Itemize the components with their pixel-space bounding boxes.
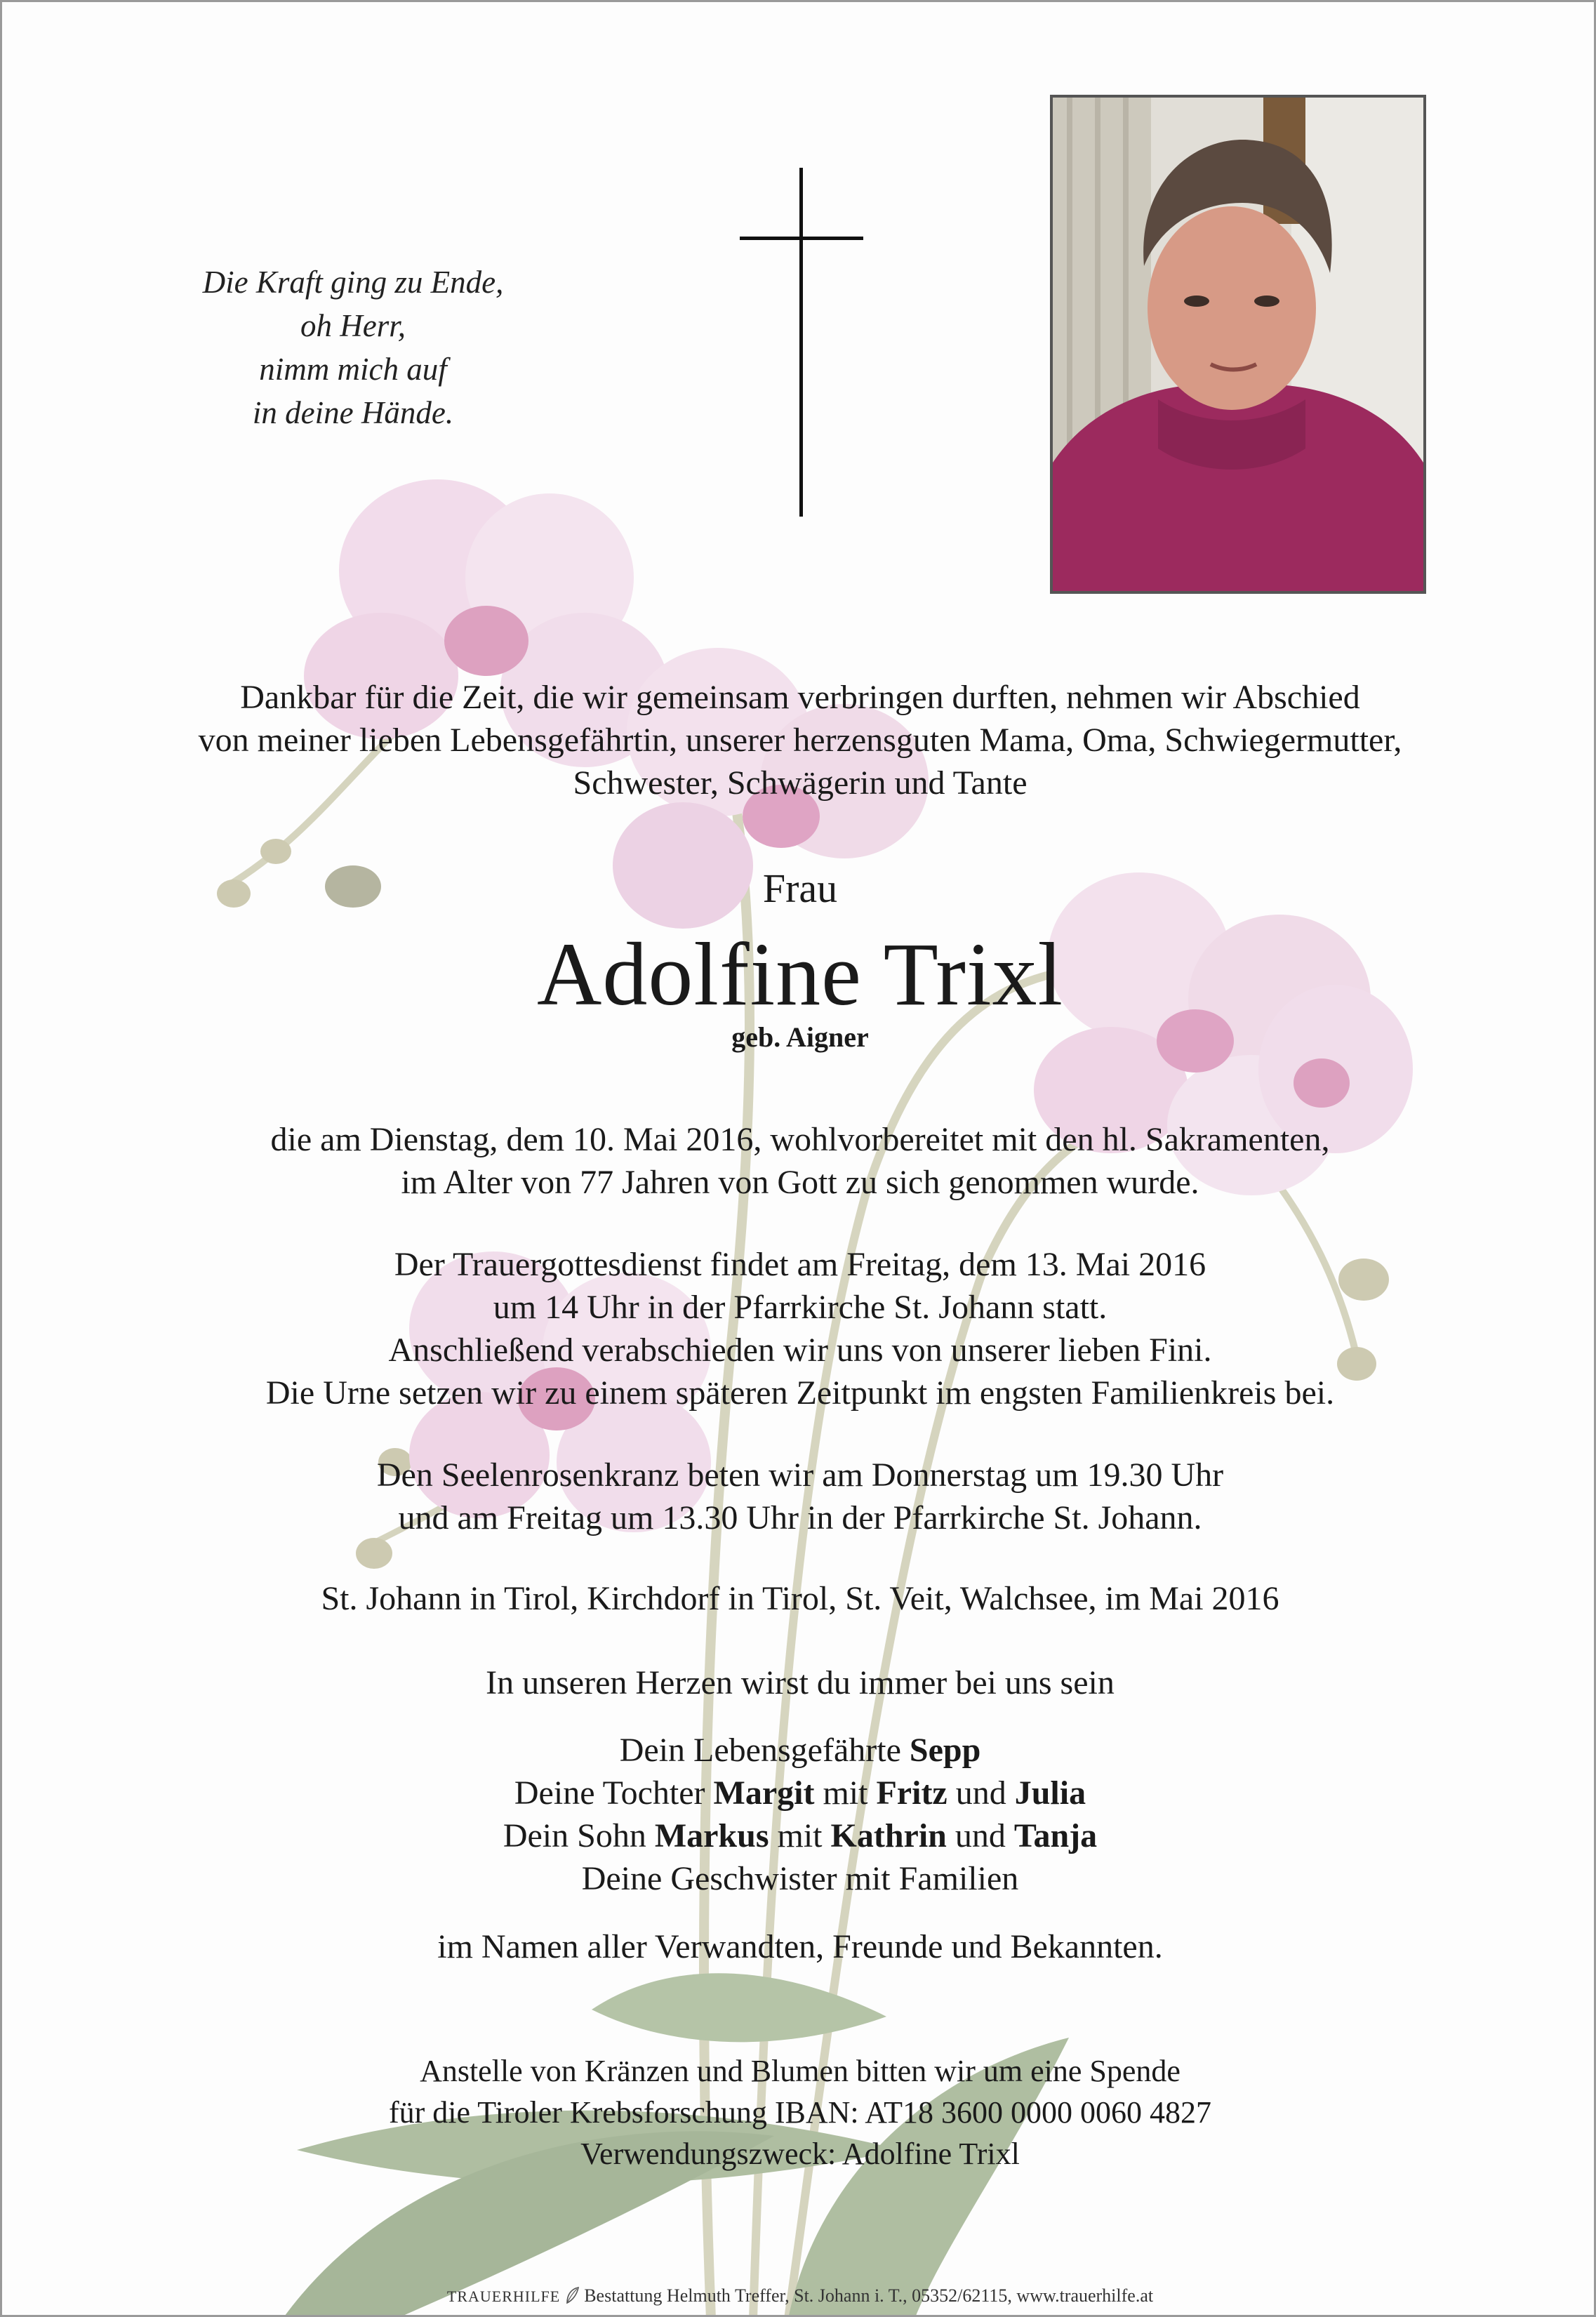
- service-line: Die Urne setzen wir zu einem späteren Zeitpunkt im engsten Familienkreis bei.: [265, 1374, 1335, 1412]
- daughter-child: Julia: [1014, 1774, 1086, 1812]
- donation-line: für die Tiroler Krebsforschung IBAN: AT18 3600 0000 0060 4827: [388, 2095, 1212, 2130]
- deceased-name: Adolfine Trixl: [536, 924, 1064, 1024]
- son-spouse: Kathrin: [830, 1817, 947, 1854]
- son-with: mit: [777, 1817, 823, 1854]
- service-info: [72, 1243, 1528, 1414]
- portrait-photo: [1050, 95, 1426, 594]
- daughter-prefix: Deine Tochter: [514, 1774, 705, 1812]
- footer-brand: TRAUERHILFE: [446, 2288, 561, 2305]
- intro-line: von meiner lieben Lebensgefährtin, unserer herzensguten Mama, Oma, Schwiegermutter,: [198, 722, 1402, 759]
- partner-prefix: Dein Lebensgefährte: [619, 1732, 901, 1769]
- intro-text: [72, 676, 1528, 804]
- quote-line: Die Kraft ging zu Ende,: [202, 265, 504, 300]
- footer: [72, 2285, 1528, 2307]
- birth-name: geb. Aigner: [731, 1021, 869, 1053]
- family-list: [72, 1729, 1528, 1900]
- son-prefix: Dein Sohn: [503, 1817, 646, 1854]
- donation-info: [72, 2050, 1528, 2175]
- rosary-line: und am Freitag um 13.30 Uhr in der Pfarrkirche St. Johann.: [398, 1499, 1202, 1536]
- place-date: St. Johann in Tirol, Kirchdorf in Tirol, St. Veit, Walchsee, im Mai 2016: [321, 1580, 1279, 1617]
- intro-line: Schwester, Schwägerin und Tante: [573, 764, 1028, 802]
- service-line: um 14 Uhr in der Pfarrkirche St. Johann statt.: [493, 1289, 1108, 1326]
- son-name: Markus: [654, 1817, 769, 1854]
- death-notice-line: im Alter von 77 Jahren von Gott zu sich genommen wurde.: [401, 1164, 1199, 1201]
- partner-name: Sepp: [909, 1732, 981, 1769]
- quote-line: oh Herr,: [300, 308, 406, 343]
- motto: In unseren Herzen wirst du immer bei uns sein: [486, 1664, 1115, 1701]
- daughter-with: mit: [823, 1774, 868, 1812]
- daughter-name: Margit: [713, 1774, 815, 1812]
- quote-line: in deine Hände.: [252, 395, 454, 430]
- son-child: Tanja: [1013, 1817, 1098, 1854]
- daughter-and: und: [955, 1774, 1006, 1812]
- family-daughter: [72, 1772, 1528, 1814]
- salutation: Frau: [762, 865, 838, 911]
- daughter-spouse: Fritz: [876, 1774, 947, 1812]
- quote: [142, 260, 564, 434]
- footer-text: Bestattung Helmuth Treffer, St. Johann i. T., 05352/62115, www.trauerhilfe.at: [584, 2285, 1154, 2306]
- leaf-icon: [564, 2286, 580, 2304]
- death-notice: [72, 1118, 1528, 1204]
- rosary-info: [72, 1454, 1528, 1539]
- family-partner: [72, 1729, 1528, 1772]
- service-line: Der Trauergottesdienst findet am Freitag, dem 13. Mai 2016: [394, 1246, 1206, 1283]
- rosary-line: Den Seelenrosenkranz beten wir am Donnerstag um 19.30 Uhr: [376, 1456, 1224, 1494]
- family-son: [72, 1814, 1528, 1857]
- cross-icon: [740, 168, 863, 517]
- donation-line: Verwendungszweck: Adolfine Trixl: [580, 2137, 1020, 2171]
- son-and: und: [955, 1817, 1006, 1854]
- service-line: Anschließend verabschieden wir uns von unserer lieben Fini.: [388, 1332, 1212, 1369]
- intro-line: Dankbar für die Zeit, die wir gemeinsam verbringen durften, nehmen wir Abschied: [240, 679, 1360, 716]
- donation-line: Anstelle von Kränzen und Blumen bitten wir um eine Spende: [420, 2054, 1181, 2088]
- family-siblings: Deine Geschwister mit Familien: [581, 1860, 1019, 1897]
- death-notice-line: die am Dienstag, dem 10. Mai 2016, wohlvorbereitet mit den hl. Sakramenten,: [270, 1121, 1330, 1158]
- closing-line: im Namen aller Verwandten, Freunde und Bekannten.: [437, 1928, 1163, 1965]
- quote-line: nimm mich auf: [259, 352, 447, 387]
